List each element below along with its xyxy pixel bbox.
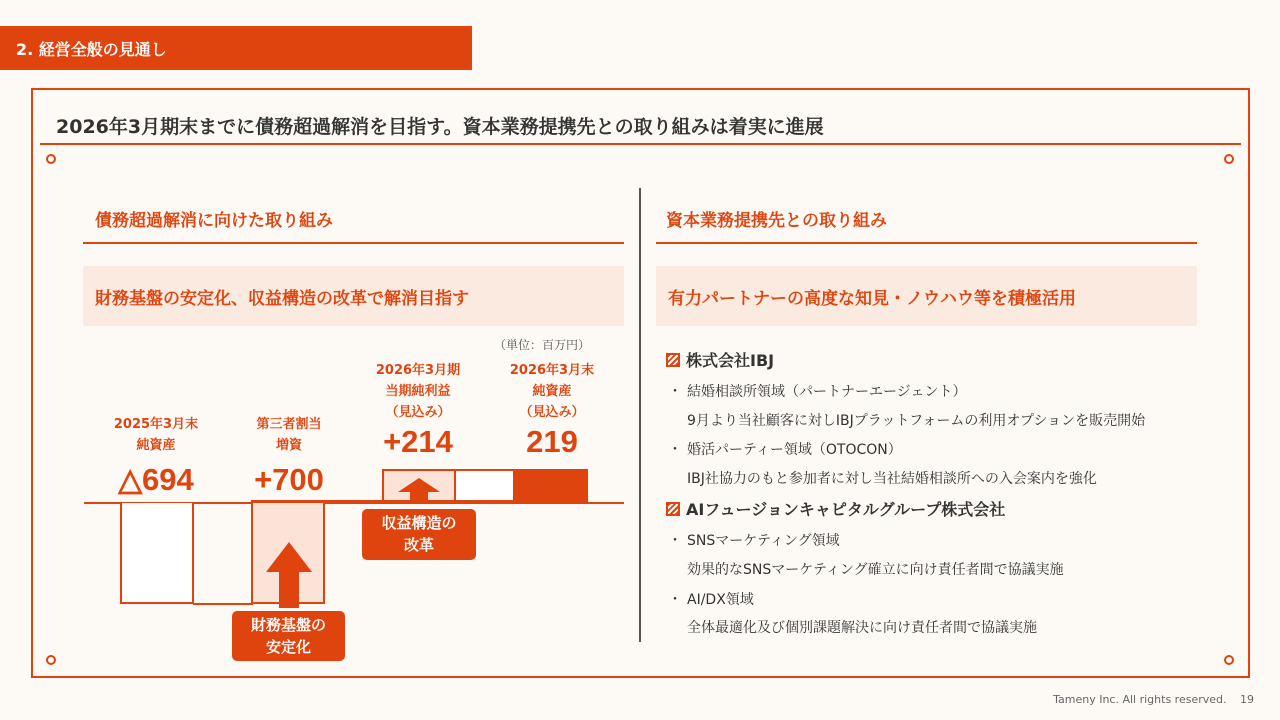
partner-area: 結婚相談所領域（パートナーエージェント） xyxy=(687,384,967,400)
copyright: Tameny Inc. All rights reserved. xyxy=(1053,693,1227,706)
partner-detail: 9月より当社顧客に対しIBJプラットフォームの利用オプションを販売開始 xyxy=(687,413,1146,429)
partner-heading-ai-fusion xyxy=(666,497,1005,520)
waterfall-label-capital: 第三者割当 増資 xyxy=(256,417,322,453)
column-separator xyxy=(639,188,641,642)
square-marker-icon xyxy=(666,502,680,516)
profit-gap-box xyxy=(456,469,514,502)
corner-dot-tl xyxy=(46,154,56,164)
revenue-badge: 収益構造の 改革 xyxy=(362,509,476,560)
right-callout: 有力パートナーの高度な知見・ノウハウ等を積極活用 xyxy=(656,266,1197,326)
waterfall-value-start: △694 xyxy=(118,462,194,497)
waterfall-value-end: 219 xyxy=(526,424,578,459)
left-callout: 財務基盤の安定化、収益構造の改革で解消目指す xyxy=(83,266,624,326)
bullet: ・ xyxy=(668,384,682,400)
page-headline: 2026年3月期末までに債務超過解消を目指す。資本業務提携先との取り組みは着実に進展 xyxy=(56,116,824,138)
bullet: ・ xyxy=(668,592,682,608)
left-column-rule xyxy=(83,242,624,244)
corner-dot-br xyxy=(1224,655,1234,665)
waterfall-label-profit: 2026年3月期 当期純利益 （見込み） xyxy=(375,363,461,420)
up-arrow-icon xyxy=(266,542,312,608)
partner-detail: IBJ社協力のもと参加者に対し当社結婚相談所への入会案内を強化 xyxy=(687,471,1097,487)
corner-dot-bl xyxy=(46,655,56,665)
capital-top xyxy=(251,500,382,503)
finance-badge: 財務基盤の 安定化 xyxy=(232,611,345,661)
end-box xyxy=(513,469,588,502)
partner-area: SNSマーケティング領域 xyxy=(687,533,840,549)
partner-heading-ibj xyxy=(666,348,774,371)
unit-note: （単位：百万円） xyxy=(494,338,591,352)
left-column-title: 債務超過解消に向けた取り組み xyxy=(95,211,333,231)
bullet: ・ xyxy=(668,442,682,458)
partner-name: 株式会社IBJ xyxy=(686,351,775,370)
right-column-title: 資本業務提携先との取り組み xyxy=(666,211,887,231)
up-arrow-icon xyxy=(398,478,440,500)
partner-name: AIフュージョンキャピタルグループ株式会社 xyxy=(686,500,1006,519)
page-number: 19 xyxy=(1240,693,1254,706)
corner-dot-tr xyxy=(1224,154,1234,164)
right-column-rule xyxy=(656,242,1197,244)
partner-area: 婚活パーティー領域（OTOCON） xyxy=(687,442,902,458)
deficit-box xyxy=(120,503,194,604)
square-marker-icon xyxy=(666,353,680,367)
waterfall-label-end: 2026年3月末 純資産 （見込み） xyxy=(509,363,595,420)
partner-detail: 効果的なSNSマーケティング確立に向け責任者間で協議実施 xyxy=(687,562,1064,578)
section-tab: 2. 経営全般の見通し xyxy=(0,26,472,70)
waterfall-label-start: 2025年3月末 純資産 xyxy=(113,417,199,453)
partner-detail: 全体最適化及び個別課題解決に向け責任者間で協議実施 xyxy=(687,620,1037,636)
waterfall-value-capital: +700 xyxy=(254,462,324,497)
partner-area: AI/DX領域 xyxy=(687,592,754,608)
deficit-connector xyxy=(193,603,253,605)
bullet: ・ xyxy=(668,533,682,549)
headline-rule xyxy=(40,143,1241,145)
waterfall-value-profit: +214 xyxy=(383,424,453,459)
footer xyxy=(1053,693,1254,706)
